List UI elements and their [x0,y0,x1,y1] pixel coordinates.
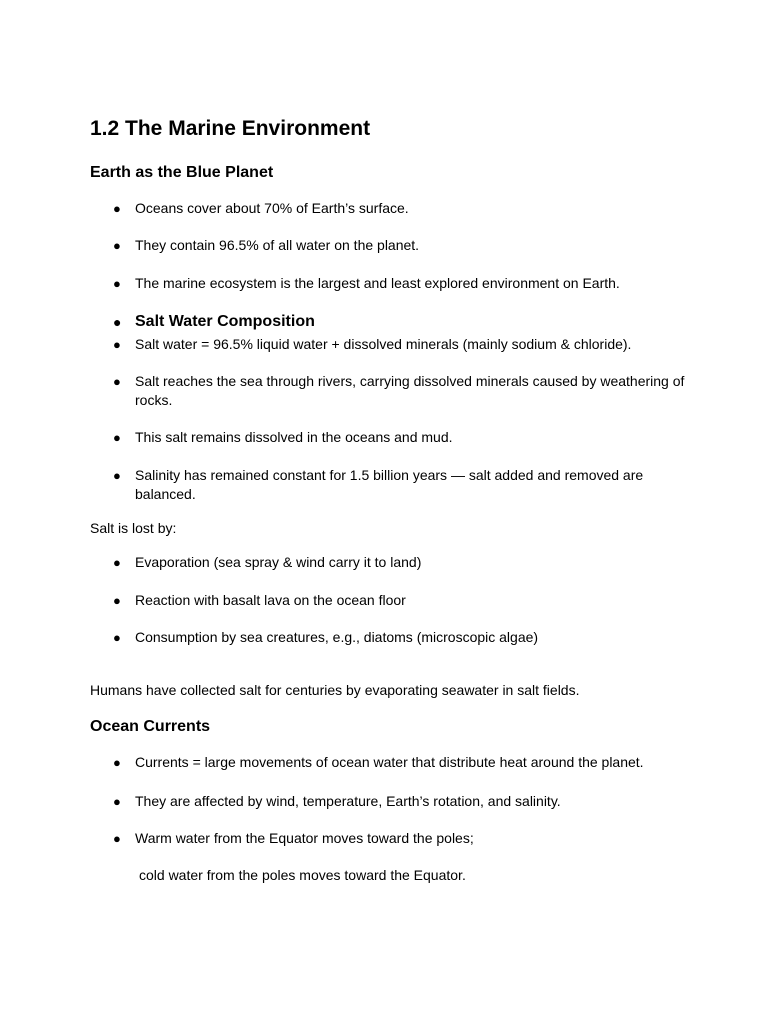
bullet-icon: ● [113,238,121,253]
bullet-icon: ● [113,276,121,291]
bullet-icon: ● [113,555,121,570]
section-heading-salt-water: Salt Water Composition [135,313,315,330]
list-item: Currents = large movements of ocean water that distribute heat around the planet. [135,754,644,770]
list-item: The marine ecosystem is the largest and least explored environment on Earth. [135,275,620,291]
bullet-icon: ● [113,794,121,809]
list-item: Consumption by sea creatures, e.g., diatoms (microscopic algae) [135,629,539,645]
bullet-icon: ● [113,755,121,770]
bullet-icon: ● [113,374,121,389]
page-title: 1.2 The Marine Environment [90,117,371,140]
bullet-icon: ● [113,593,121,608]
list-item-continuation: cold water from the poles moves toward the Equator. [139,867,466,883]
bullet-icon: ● [113,201,121,216]
bullet-icon: ● [113,630,121,645]
list-item: Salinity has remained constant for 1.5 billion years — salt added and removed are balanced. [135,467,644,502]
bullet-icon: ● [113,430,121,445]
bullet-icon: ● [113,314,122,330]
paragraph-salt-history: Humans have collected salt for centuries by evaporating seawater in salt fields. [90,682,580,698]
bullet-icon: ● [113,468,121,483]
paragraph-salt-lost: Salt is lost by: [90,520,177,536]
list-item: Salt water = 96.5% liquid water + dissolved minerals (mainly sodium & chloride). [135,336,632,352]
bullet-icon: ● [113,337,121,352]
list-item: Evaporation (sea spray & wind carry it to land) [135,554,422,570]
list-item: Salt reaches the sea through rivers, carrying dissolved minerals caused by weathering of rocks. [135,373,685,408]
section-heading-blue-planet: Earth as the Blue Planet [90,164,274,181]
list-item: Oceans cover about 70% of Earth’s surface. [135,200,409,216]
list-item: This salt remains dissolved in the oceans and mud. [135,429,453,445]
list-item: Warm water from the Equator moves toward the poles; [135,830,474,846]
list-item: They contain 96.5% of all water on the planet. [135,237,420,253]
list-item: They are affected by wind, temperature, Earth’s rotation, and salinity. [135,793,561,809]
section-heading-ocean-currents: Ocean Currents [90,718,211,735]
bullet-icon: ● [113,831,121,846]
list-item: Reaction with basalt lava on the ocean floor [135,592,406,608]
